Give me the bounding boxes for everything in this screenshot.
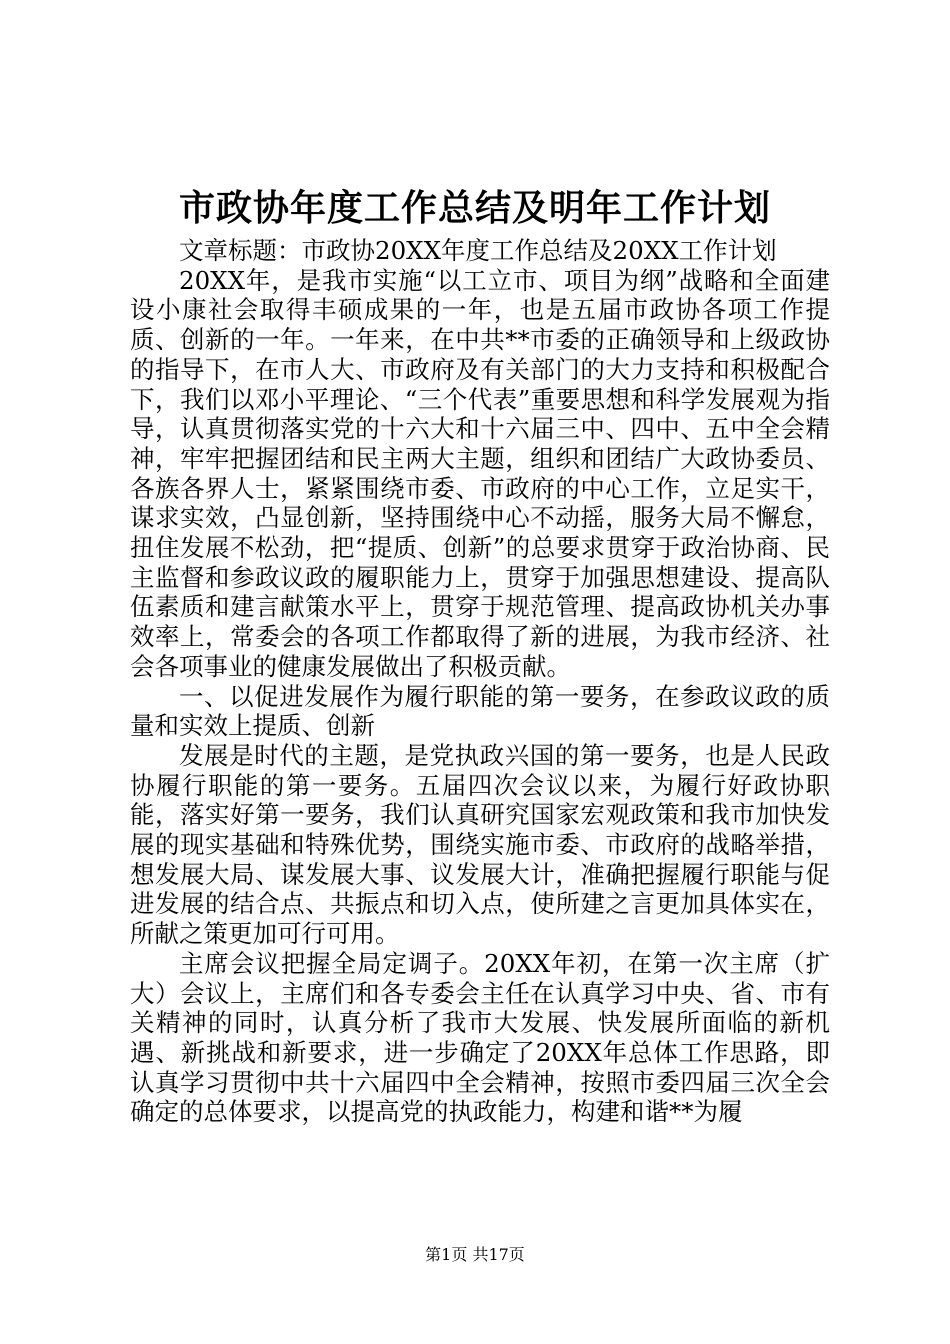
document-body	[130, 236, 830, 1127]
page-footer: 第1页 共17页	[425, 1245, 525, 1264]
paragraph-development: 发展是时代的主题，是党执政兴国的第一要务，也是人民政协履行职能的第一要务。五届四次会议以来，为履行好政协职能，落实好第一要务，我们认真研究国家宏观政策和我市加快发展的现实基础和特殊优势，围绕实施市委、市政府的战略举措，想发展大局、谋发展大事、议发展大计，准确把握履行职能与促进发展的结合点、共振点和切入点，使所建之言更加具体实在，所献之策更加可行可用。	[130, 740, 830, 949]
section-heading-1: 一、以促进发展作为履行职能的第一要务，在参政议政的质量和实效上提质、创新	[130, 681, 830, 741]
paragraph-chair-meeting: 主席会议把握全局定调子。20XX年初，在第一次主席（扩大）会议上，主席们和各专委会主任在认真学习中央、省、市有关精神的同时，认真分析了我市大发展、快发展所面临的新机遇、新挑战和新要求，进一步确定了20XX年总体工作思路，即认真学习贯彻中共十六届四中全会精神，按照市委四届三次全会确定的总体要求，以提高党的执政能力，构建和谐**为履	[130, 948, 830, 1127]
article-title-line: 文章标题：市政协20XX年度工作总结及20XX工作计划	[179, 236, 777, 265]
paragraph-intro: 20XX年，是我市实施“以工立市、项目为纲”战略和全面建设小康社会取得丰硕成果的一年，也是五届市政协各项工作提质、创新的一年。一年来，在中共**市委的正确领导和上级政协的指导下，在市人大、市政府及有关部门的大力支持和积极配合下，我们以邓小平理论、“三个代表”重要思想和科学发展观为指导，认真贯彻落实党的十六大和十六届三中、四中、五中全会精神，牢牢把握团结和民主两大主题，组织和团结广大政协委员、各族各界人士，紧紧围绕市委、市政府的中心工作，立足实干，谋求实效，凸显创新，坚持围绕中心不动摇，服务大局不懈怠，扭住发展不松劲，把“提质、创新”的总要求贯穿于政治协商、民主监督和参政议政的履职能力上，贯穿于加强思想建设、提高队伍素质和建言献策水平上，贯穿于规范管理、提高政协机关办事效率上，常委会的各项工作都取得了新的进展，为我市经济、社会各项事业的健康发展做出了积极贡献。	[130, 265, 830, 681]
document-title: 市政协年度工作总结及明年工作计划	[178, 187, 771, 229]
